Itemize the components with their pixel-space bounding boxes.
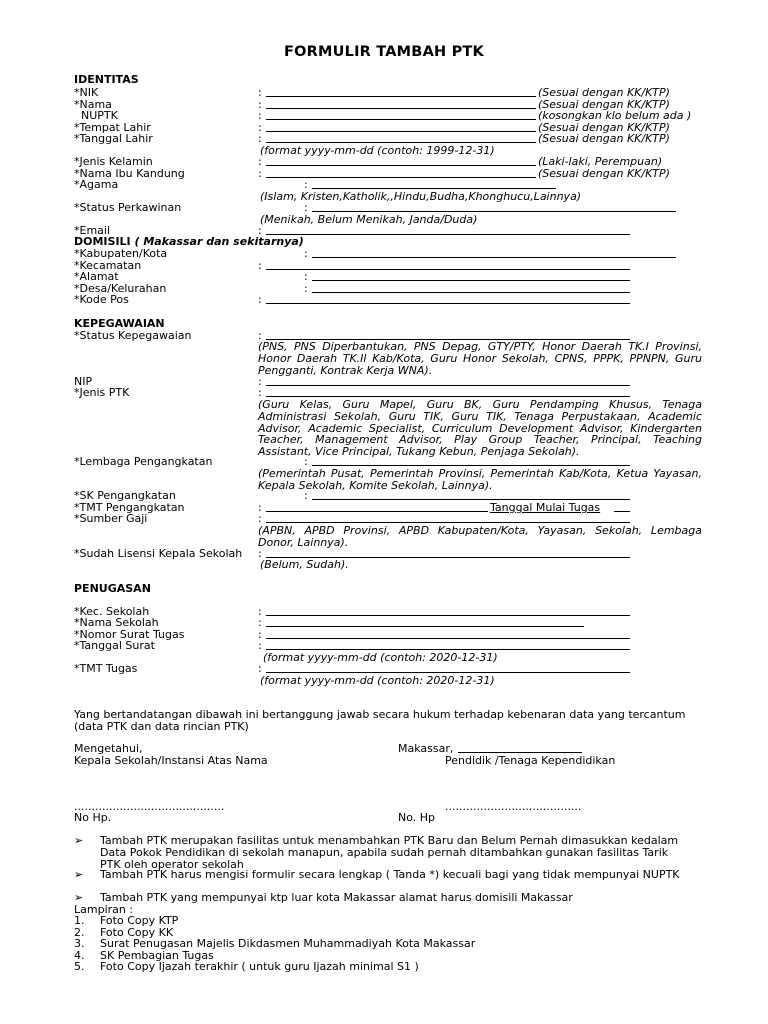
alamat-field[interactable] xyxy=(312,271,630,281)
nama-ibu-field[interactable] xyxy=(266,168,536,178)
kabupaten-label: *Kabupaten/Kota xyxy=(74,247,168,260)
agama-colon: : xyxy=(304,178,308,191)
note-text: Tambah PTK yang mempunyai ktp luar kota Makassar alamat harus domisili Makassar xyxy=(100,891,573,904)
tmt-tugas-format-note: (format yyyy-mm-dd (contoh: 2020-12-31) xyxy=(260,674,495,687)
lisensi-label: *Sudah Lisensi Kepala Sekolah xyxy=(74,547,243,560)
nik-label: *NIK xyxy=(74,86,99,99)
lampiran-item-text: Foto Copy KTP xyxy=(100,914,179,927)
form-title: FORMULIR TAMBAH PTK xyxy=(284,44,484,60)
tanggal-surat-colon: : xyxy=(258,639,262,652)
tmt-pengangkatan-field-tail xyxy=(614,502,630,512)
tanggal-lahir-hint: (Sesuai dengan KK/KTP) xyxy=(538,132,670,145)
tempat-lahir-colon: : xyxy=(258,121,262,134)
kec-sekolah-field[interactable] xyxy=(266,606,630,616)
signature-left-line1: Mengetahui, xyxy=(74,742,143,755)
tanggal-lahir-format-note: (format yyyy-mm-dd (contoh: 1999-12-31) xyxy=(260,144,495,157)
kabupaten-colon: : xyxy=(304,247,308,260)
jenis-kelamin-label: *Jenis Kelamin xyxy=(74,155,153,168)
kode-pos-label: *Kode Pos xyxy=(74,293,129,306)
status-kepegawaian-options-note: (PNS, PNS Diperbantukan, PNS Depag, GTY/PTY, Honor Daerah TK.I Provinsi, Honor Daerah TK.II Kab/Kota, Guru Honor Sekolah, CPNS, PPPK, PPNPN, Guru Pengganti, Kontrak Kerja WNA). xyxy=(258,340,702,377)
lembaga-pengangkatan-label: *Lembaga Pengangkatan xyxy=(74,455,213,468)
kecamatan-colon: : xyxy=(258,259,262,272)
nama-field[interactable] xyxy=(266,99,536,109)
nomor-surat-field[interactable] xyxy=(266,629,630,639)
agama-field[interactable] xyxy=(312,179,556,189)
sk-pengangkatan-colon: : xyxy=(304,489,308,502)
lampiran-item-text: Foto Copy Ijazah terakhir ( untuk guru Ijazah minimal S1 ) xyxy=(100,960,419,973)
status-perkawinan-colon: : xyxy=(304,201,308,214)
nama-sekolah-field[interactable] xyxy=(266,617,584,627)
nip-label: NIP xyxy=(74,375,93,388)
kecamatan-field[interactable] xyxy=(266,260,630,270)
nama-ibu-hint: (Sesuai dengan KK/KTP) xyxy=(538,167,670,180)
declaration-text: Yang bertandatangan dibawah ini bertanggung jawab secara hukum terhadap kebenaran data yang tercantum (data PTK dan data rincian PTK) xyxy=(74,708,686,733)
lampiran-item-number: 4. xyxy=(74,949,85,962)
section-kepegawaian-heading: KEPEGAWAIAN xyxy=(74,317,165,330)
signature-date-field[interactable] xyxy=(458,743,582,753)
nomor-surat-label: *Nomor Surat Tugas xyxy=(74,628,185,641)
signature-left-dots: ........................................... xyxy=(74,800,225,813)
nama-sekolah-colon: : xyxy=(258,616,262,629)
lampiran-heading: Lampiran : xyxy=(74,903,134,916)
agama-options-note: (Islam, Kristen,Katholik,,Hindu,Budha,Khonghucu,Lainnya) xyxy=(260,190,582,203)
nama-hint: (Sesuai dengan KK/KTP) xyxy=(538,98,670,111)
signature-right-hp: No. Hp xyxy=(398,811,436,824)
jenis-ptk-colon: : xyxy=(258,386,262,399)
nik-colon: : xyxy=(258,86,262,99)
jenis-ptk-field[interactable] xyxy=(266,387,630,397)
signature-right-line2: Pendidik /Tenaga Kependidikan xyxy=(445,754,616,767)
domisili-heading-text: DOMISILI xyxy=(74,235,131,248)
tempat-lahir-hint: (Sesuai dengan KK/KTP) xyxy=(538,121,670,134)
jenis-ptk-label: *Jenis PTK xyxy=(74,386,130,399)
nik-hint: (Sesuai dengan KK/KTP) xyxy=(538,86,670,99)
lampiran-item-number: 5. xyxy=(74,960,85,973)
lampiran-item-text: Foto Copy KK xyxy=(100,926,174,939)
nomor-surat-colon: : xyxy=(258,628,262,641)
kabupaten-field[interactable] xyxy=(312,248,676,258)
tmt-pengangkatan-label: *TMT Pengangkatan xyxy=(74,501,185,514)
status-kepegawaian-colon: : xyxy=(258,329,262,342)
arrow-bullet-icon: ➢ xyxy=(74,834,84,847)
lampiran-item-number: 2. xyxy=(74,926,85,939)
nuptk-hint: (kosongkan klo belum ada ) xyxy=(538,109,692,122)
lembaga-pengangkatan-field[interactable] xyxy=(312,456,630,466)
lampiran-item xyxy=(74,961,419,973)
jenis-kelamin-hint: (Laki-laki, Perempuan) xyxy=(538,155,663,168)
lampiran-item-text: SK Pembagian Tugas xyxy=(100,949,214,962)
signature-right-dots: ....................................... xyxy=(445,800,582,813)
signature-left-line2: Kepala Sekolah/Instansi Atas Nama xyxy=(74,754,268,767)
tempat-lahir-label: *Tempat Lahir xyxy=(74,121,151,134)
tempat-lahir-field[interactable] xyxy=(266,122,536,132)
sumber-gaji-colon: : xyxy=(258,512,262,525)
lembaga-pengangkatan-colon: : xyxy=(304,455,308,468)
signature-left-hp: No Hp. xyxy=(74,811,112,824)
nama-label: *Nama xyxy=(74,98,112,111)
section-penugasan-heading: PENUGASAN xyxy=(74,582,151,595)
status-kepegawaian-label: *Status Kepegawaian xyxy=(74,329,192,342)
nuptk-label: NUPTK xyxy=(81,109,118,122)
domisili-heading-note: ( Makassar dan sekitarnya) xyxy=(134,235,304,248)
nama-ibu-colon: : xyxy=(258,167,262,180)
nuptk-field[interactable] xyxy=(266,110,536,120)
tmt-tugas-label: *TMT Tugas xyxy=(74,662,138,675)
nama-colon: : xyxy=(258,98,262,111)
tanggal-lahir-colon: : xyxy=(258,132,262,145)
desa-label: *Desa/Kelurahan xyxy=(74,282,167,295)
status-perkawinan-options-note: (Menikah, Belum Menikah, Janda/Duda) xyxy=(260,213,478,226)
sumber-gaji-field[interactable] xyxy=(266,513,630,523)
kode-pos-field[interactable] xyxy=(266,294,630,304)
kecamatan-label: *Kecamatan xyxy=(74,259,142,272)
status-perkawinan-field[interactable] xyxy=(312,202,676,212)
email-colon: : xyxy=(258,224,262,237)
tanggal-lahir-label: *Tanggal Lahir xyxy=(74,132,153,145)
lisensi-colon: : xyxy=(258,547,262,560)
nip-field[interactable] xyxy=(266,376,630,386)
nik-field[interactable] xyxy=(266,87,536,97)
alamat-label: *Alamat xyxy=(74,270,119,283)
nama-sekolah-label: *Nama Sekolah xyxy=(74,616,159,629)
kec-sekolah-label: *Kec. Sekolah xyxy=(74,605,150,618)
lampiran-item-number: 1. xyxy=(74,914,85,927)
nama-ibu-label: *Nama Ibu Kandung xyxy=(74,167,185,180)
status-kepegawaian-field[interactable] xyxy=(266,330,630,340)
agama-label: *Agama xyxy=(74,178,119,191)
tanggal-lahir-field[interactable] xyxy=(266,133,536,143)
jenis-kelamin-field[interactable] xyxy=(266,156,536,166)
email-label: *Email xyxy=(74,224,111,237)
note-text: Tambah PTK merupakan fasilitas untuk menambahkan PTK Baru dan Belum Pernah dimasukkan kedalam Data Pokok Pendidikan di sekolah manapun, apabila sudah pernah ditambahkan gunakan fasilitas Tarik PTK oleh operator sekolah xyxy=(100,834,679,871)
lisensi-field[interactable] xyxy=(266,548,630,558)
lisensi-options-note: (Belum, Sudah). xyxy=(260,558,349,571)
tmt-tugas-colon: : xyxy=(258,662,262,675)
sk-pengangkatan-field[interactable] xyxy=(312,490,630,500)
desa-field[interactable] xyxy=(312,283,630,293)
kec-sekolah-colon: : xyxy=(258,605,262,618)
lampiran-item-number: 3. xyxy=(74,937,85,950)
nip-colon: : xyxy=(258,375,262,388)
tmt-pengangkatan-hint: Tanggal Mulai Tugas xyxy=(490,501,601,514)
tmt-pengangkatan-colon: : xyxy=(258,501,262,514)
section-identitas-heading: IDENTITAS xyxy=(74,73,139,86)
tanggal-surat-label: *Tanggal Surat xyxy=(74,639,155,652)
tmt-tugas-field[interactable] xyxy=(266,663,630,673)
tmt-pengangkatan-field[interactable] xyxy=(266,502,488,512)
alamat-colon: : xyxy=(304,270,308,283)
sumber-gaji-label: *Sumber Gaji xyxy=(74,512,148,525)
tanggal-surat-format-note: (format yyyy-mm-dd (contoh: 2020-12-31) xyxy=(263,651,498,664)
status-perkawinan-label: *Status Perkawinan xyxy=(74,201,182,214)
sumber-gaji-options-note: (APBN, APBD Provinsi, APBD Kabupaten/Kota, Yayasan, Sekolah, Lembaga Donor, Lainnya). xyxy=(258,524,702,549)
lampiran-item-text: Surat Penugasan Majelis Dikdasmen Muhammadiyah Kota Makassar xyxy=(100,937,476,950)
desa-colon: : xyxy=(304,282,308,295)
tanggal-surat-field[interactable] xyxy=(266,640,630,650)
jenis-ptk-options-note: (Guru Kelas, Guru Mapel, Guru BK, Guru Pendamping Khusus, Tenaga Administrasi Sekolah, Guru TIK, Guru TIK, Tenaga Perpustakaan, Academic Advisor, Academic Specialist, Curriculum Development Advisor, Kindergarten Teacher, Management Advisor, Play Group Teacher, Principal, Teaching Assistant, Vice Principal, Tukang Kebun, Penjaga Sekolah). xyxy=(258,398,702,459)
jenis-kelamin-colon: : xyxy=(258,155,262,168)
lembaga-pengangkatan-options-note: (Pemerintah Pusat, Pemerintah Provinsi, Pemerintah Kab/Kota, Ketua Yayasan, Kepala Sekolah, Komite Sekolah, Lainnya). xyxy=(258,467,702,492)
arrow-bullet-icon: ➢ xyxy=(74,891,84,904)
kode-pos-colon: : xyxy=(258,293,262,306)
nuptk-colon: : xyxy=(258,109,262,122)
note-text: Tambah PTK harus mengisi formulir secara lengkap ( Tanda *) kecuali bagi yang tidak mempunyai NUPTK xyxy=(100,868,680,881)
arrow-bullet-icon: ➢ xyxy=(74,868,84,881)
email-field[interactable] xyxy=(266,225,630,235)
sk-pengangkatan-label: *SK Pengangkatan xyxy=(74,489,176,502)
signature-place-label: Makassar, xyxy=(398,742,454,755)
